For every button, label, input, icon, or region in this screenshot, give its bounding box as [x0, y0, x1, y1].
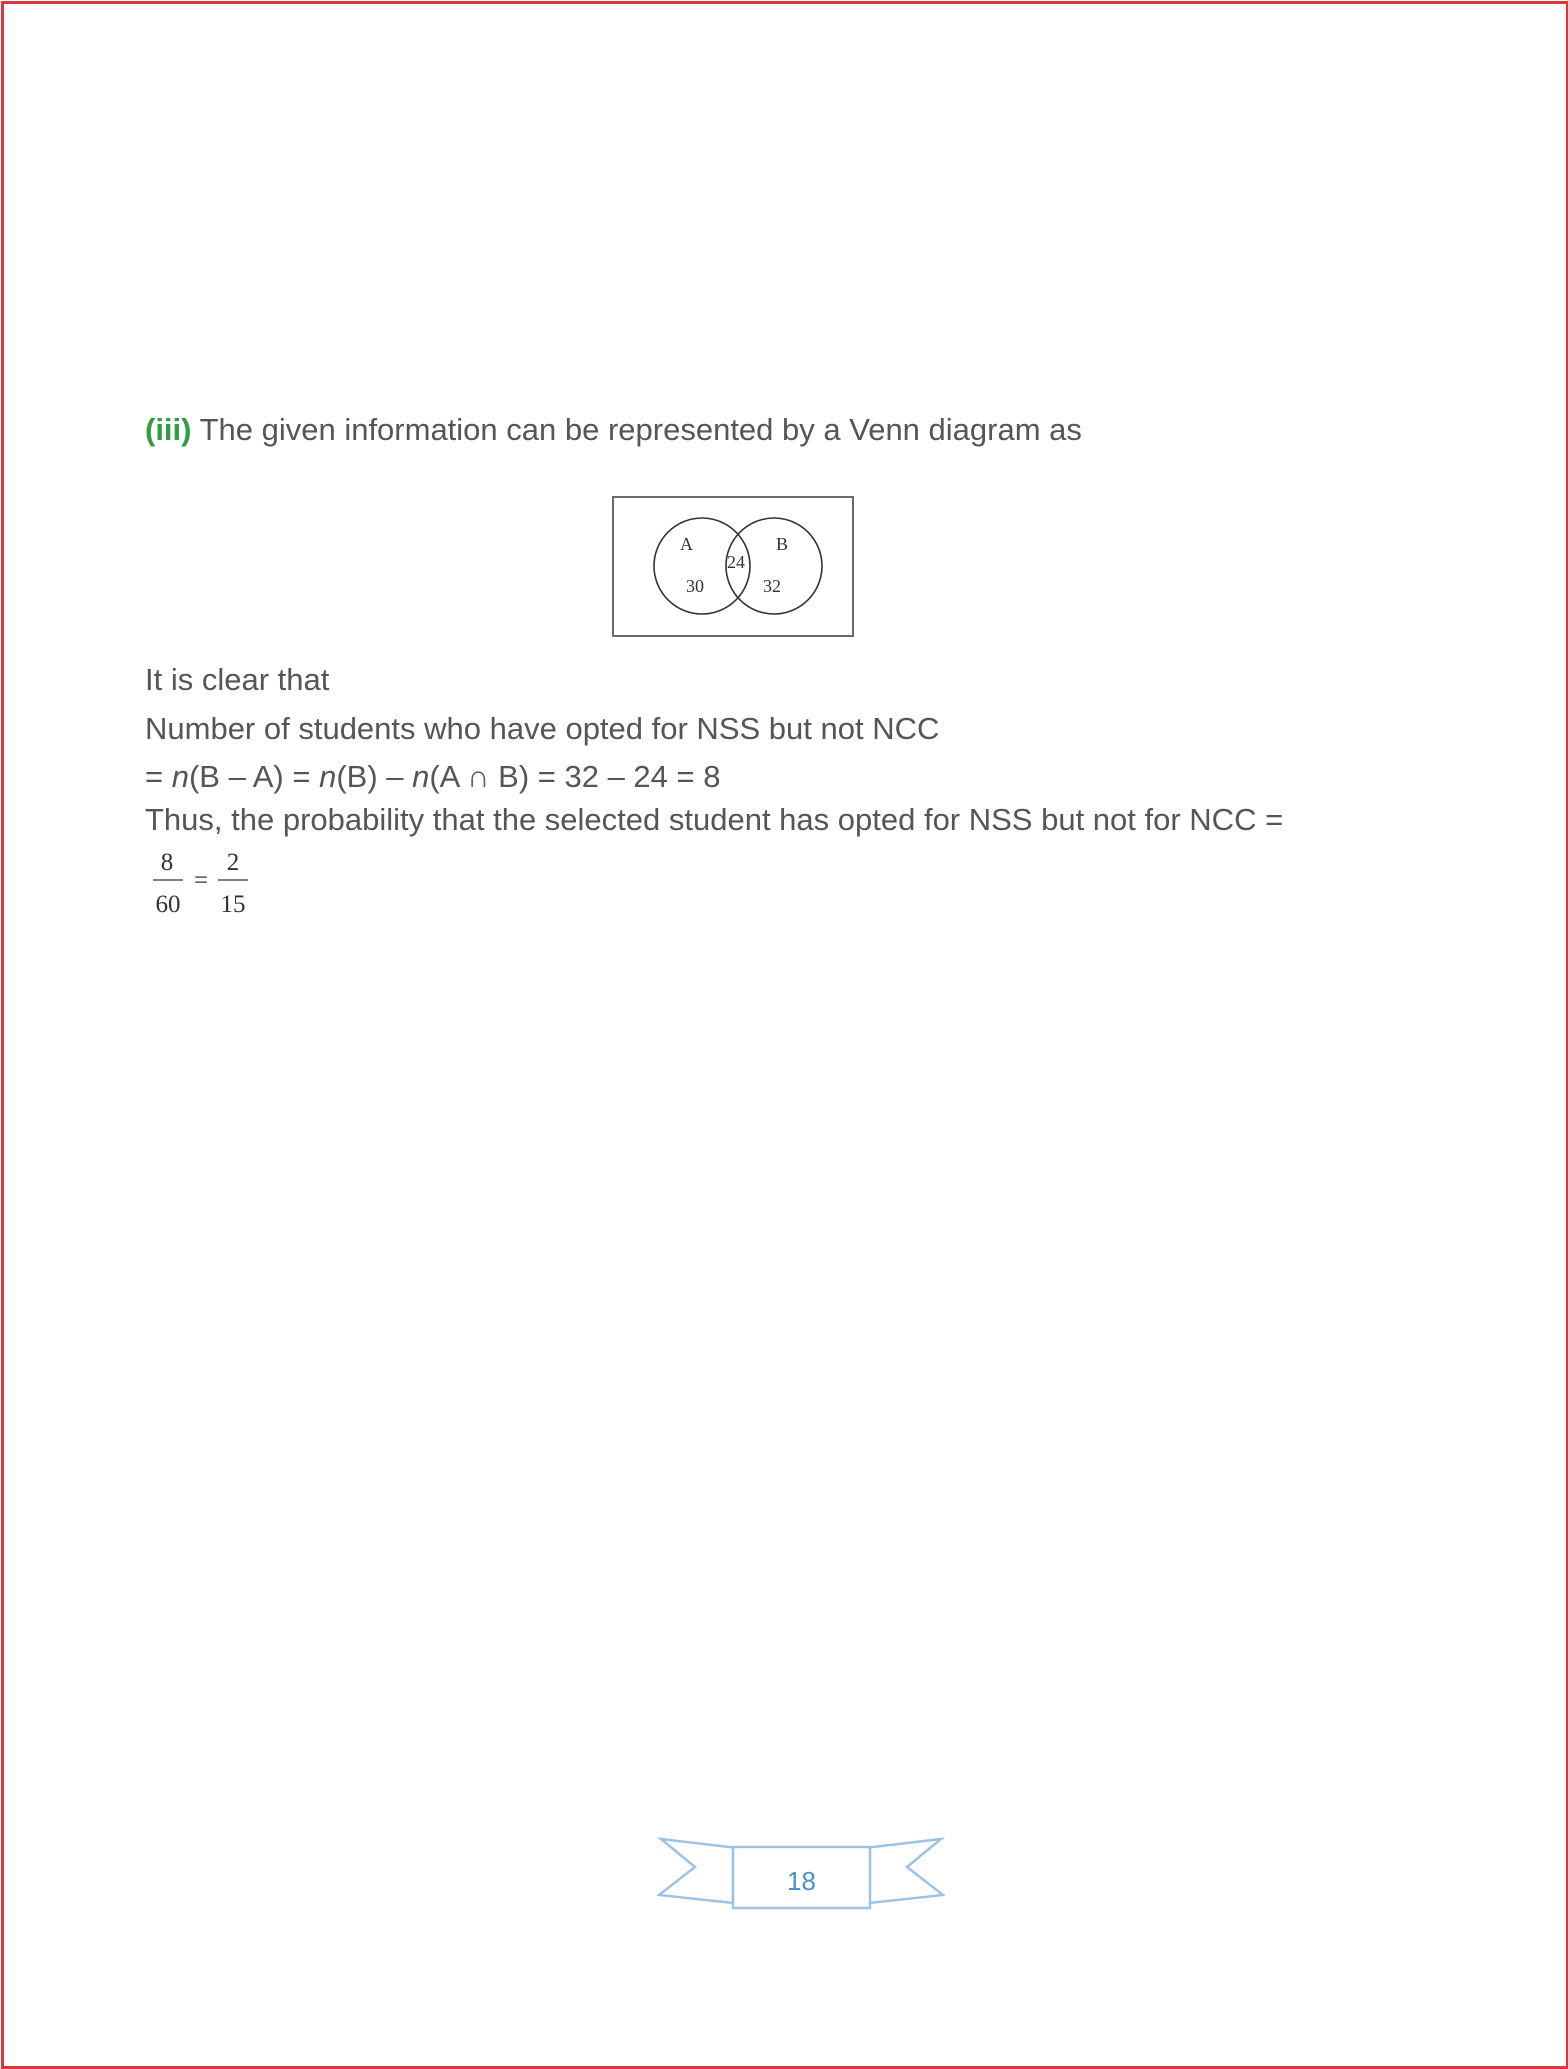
conclusion-line: Thus, the probability that the selected student has opted for NSS but not for NCC =	[145, 802, 1284, 837]
intersection-value: 24	[727, 552, 745, 572]
probability-fraction	[145, 842, 255, 922]
page-border	[1, 1, 1568, 2069]
intro-text: The given information can be represented by a Venn diagram as	[199, 412, 1082, 447]
n-italic: n	[171, 759, 189, 794]
clear-line: It is clear that	[145, 662, 330, 697]
only-b-value: 32	[763, 576, 781, 596]
fraction-numerator-2: 2	[226, 849, 240, 876]
set-a-label: A	[680, 534, 693, 554]
equation-part: =	[145, 759, 172, 794]
equation-part: (B – A) =	[188, 759, 320, 794]
equals-sign: =	[193, 867, 209, 894]
fraction-denominator-2: 15	[220, 891, 246, 918]
intro-line	[145, 412, 1082, 448]
fraction-numerator-1: 8	[160, 849, 174, 876]
fraction-denominator-1: 60	[155, 891, 181, 918]
set-b-label: B	[776, 534, 789, 554]
page-number: 18	[787, 1866, 816, 1896]
venn-diagram	[612, 496, 854, 637]
equation-part: (B) –	[336, 759, 413, 794]
n-italic: n	[412, 759, 430, 794]
only-a-value: 30	[686, 576, 704, 596]
count-line: Number of students who have opted for NSS but not NCC	[145, 711, 940, 746]
n-italic: n	[319, 759, 337, 794]
venn-svg	[614, 498, 852, 635]
equation-part: (A ∩ B) = 32 – 24 = 8	[429, 759, 721, 794]
fraction-svg	[145, 842, 255, 922]
part-label: (iii)	[145, 412, 192, 447]
equation-line	[145, 759, 720, 795]
